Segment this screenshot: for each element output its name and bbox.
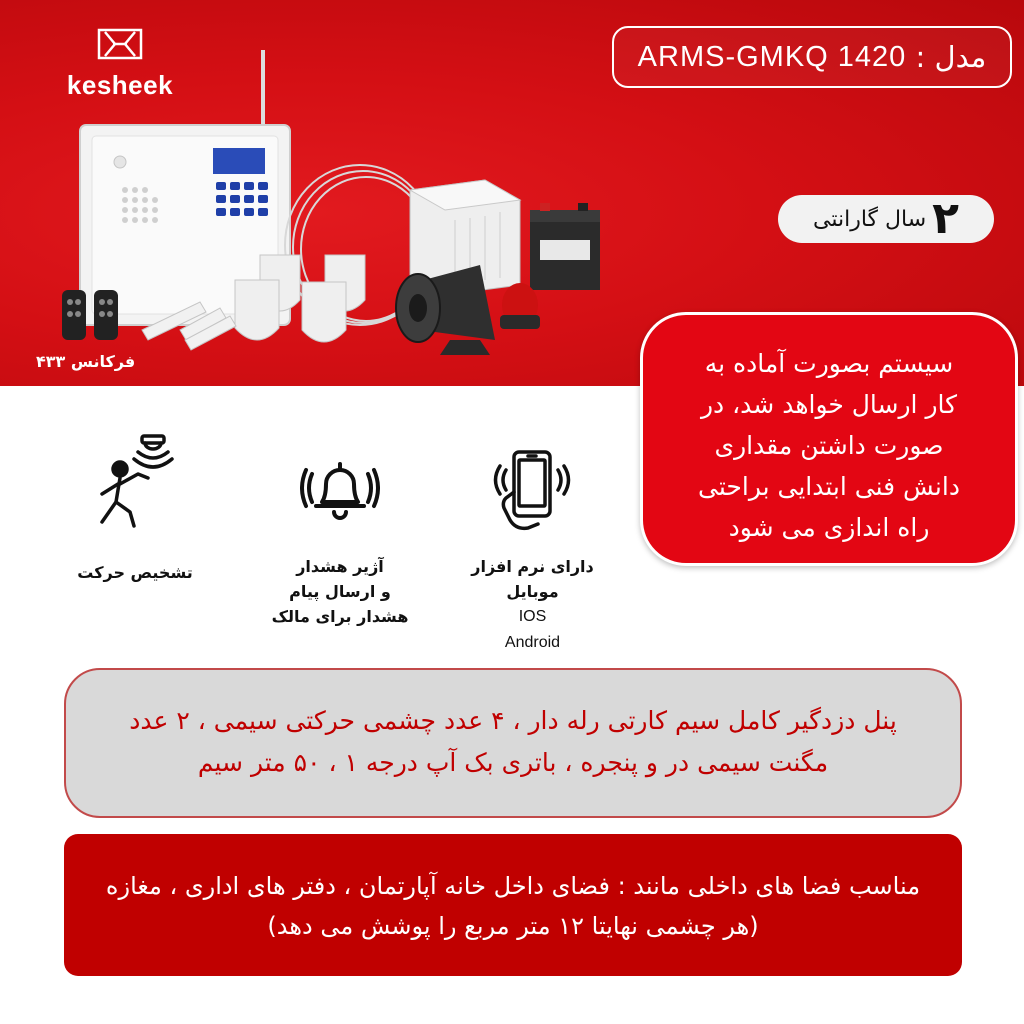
horn-siren (396, 265, 495, 355)
mobile-app-icon (488, 448, 578, 538)
feature-mobile-app (455, 448, 610, 656)
feature-alarm (255, 450, 425, 629)
model-label: مدل : (915, 40, 987, 74)
feature-alarm-title: آژیر هشدار و ارسال پیام هشدار برای مالک (271, 557, 409, 626)
warranty-years: ۲ (932, 193, 959, 244)
feature-mobile-ios: IOS (518, 608, 547, 625)
model-number: ARMS-GMKQ 1420 (637, 40, 907, 73)
setup-info-bubble: سیستم بصورت آماده به کار ارسال خواهد شد، در صورت داشتن مقداری دانش فنی ابتدایی براحتی راه اندازی می شود (640, 312, 1018, 566)
model-badge (612, 26, 1012, 88)
feature-motion-title: تشخیص حرکت (77, 563, 193, 582)
feature-motion (60, 432, 210, 585)
package-contents-box: پنل دزدگیر کامل سیم کارتی رله دار ، ۴ عدد چشمی حرکتی سیمی ، ۲ عدد مگنت سیمی در و پنجره ، باتری بک آپ درجه ۱ ، ۵۰ متر سیم (64, 668, 962, 818)
motion-detection-icon (90, 432, 180, 532)
warranty-badge (778, 195, 994, 243)
feature-mobile-title: دارای نرم افزار موبایل (471, 557, 594, 601)
brand-name: kesheek (66, 70, 174, 100)
backup-battery (530, 203, 600, 290)
warranty-text: سال گارانتی (813, 206, 927, 232)
alarm-bell-icon (300, 450, 380, 530)
product-kit-illustration (30, 40, 620, 370)
feature-mobile-android: Android (504, 634, 561, 651)
usage-info-box: مناسب فضا های داخلی مانند : فضای داخل خانه آپارتمان ، دفتر های اداری ، مغازه (هر چشمی نهایتا ۱۲ متر مربع را پوشش می دهد) (64, 834, 962, 976)
frequency-label: فرکانس ۴۳۳ (36, 352, 136, 371)
